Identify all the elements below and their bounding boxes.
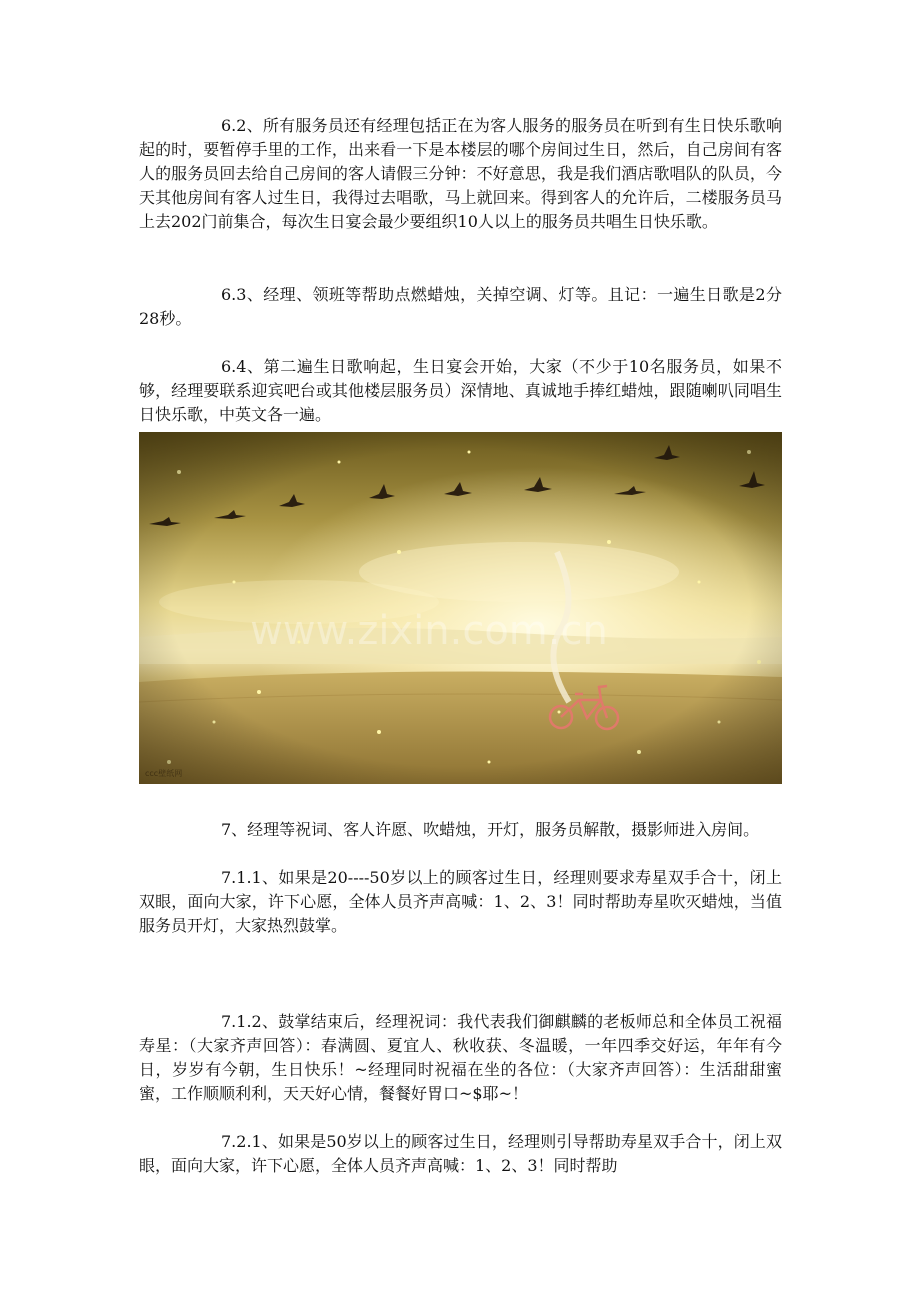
illustration-image	[139, 432, 782, 784]
paragraph-6-4: 6.4、第二遍生日歌响起，生日宴会开始，大家（不少于10名服务员，如果不够，经理要联系迎宾吧台或其他楼层服务员）深情地、真诚地手捧红蜡烛，跟随喇叭同唱生日快乐歌，中英文各一遍。	[139, 357, 782, 424]
paragraph-6-3: 6.3、经理、领班等帮助点燃蜡烛，关掉空调、灯等。且记：一遍生日歌是2分28秒。	[139, 285, 782, 328]
paragraph-7: 7、经理等祝词、客人许愿、吹蜡烛，开灯，服务员解散，摄影师进入房间。	[221, 820, 760, 839]
paragraph-7-1-2: 7.1.2、鼓掌结束后，经理祝词：我代表我们御麒麟的老板师总和全体员工祝福寿星：（大家齐声回答）：春满圆、夏宜人、秋收获、冬温暖，一年四季交好运，年年有今日，岁岁有今朝，生日快乐！~经理同时祝福在坐的各位：（大家齐声回答）：生活甜甜蜜蜜，工作顺顺利利，天天好心情，餐餐好胃口~$耶~！	[139, 1012, 782, 1103]
paragraph-7-1-1: 7.1.1、如果是20----50岁以上的顾客过生日，经理则要求寿星双手合十，闭上双眼，面向大家，许下心愿，全体人员齐声高喊：1、2、3！同时帮助寿星吹灭蜡烛，当值服务员开灯，大家热烈鼓掌。	[139, 868, 782, 935]
scenic-picture	[139, 432, 782, 784]
paragraph-7-2-1: 7.2.1、如果是50岁以上的顾客过生日，经理则引导帮助寿星双手合十，闭上双眼，面向大家，许下心愿，全体人员齐声高喊：1、2、3！同时帮助	[139, 1132, 782, 1175]
paragraph-6-2: 6.2、所有服务员还有经理包括正在为客人服务的服务员在听到有生日快乐歌响起的时，要暂停手里的工作，出来看一下是本楼层的哪个房间过生日，然后，自己房间有客人的服务员回去给自己房间的客人请假三分钟：不好意思，我是我们酒店歌唱队的队员，今天其他房间有客人过生日，我得过去唱歌，马上就回来。得到客人的允许后，二楼服务员马上去202门前集合，每次生日宴会最少要组织10人以上的服务员共唱生日快乐歌。	[139, 116, 782, 231]
